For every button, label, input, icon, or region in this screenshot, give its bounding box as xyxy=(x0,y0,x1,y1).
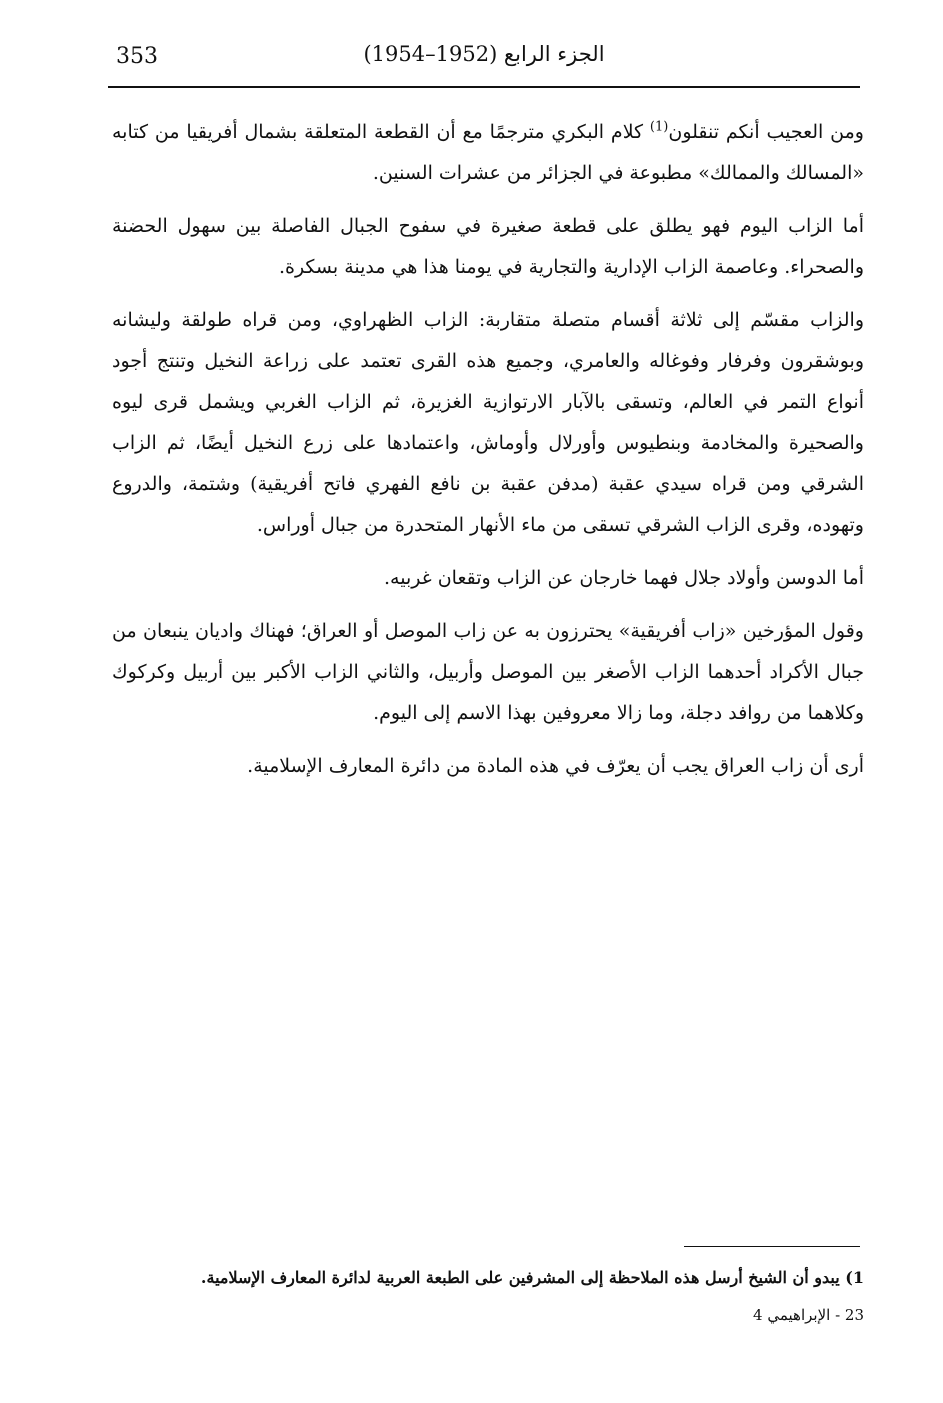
paragraph-1 xyxy=(112,112,864,194)
footnote-mark: 1) xyxy=(845,1268,864,1287)
page-header xyxy=(108,42,860,88)
paragraph-6: أرى أن زاب العراق يجب أن يعرّف في هذه المادة من دائرة المعارف الإسلامية. xyxy=(247,755,864,777)
paragraph-1-start: ومن العجيب أنكم تنقلون xyxy=(668,121,864,143)
body-text xyxy=(112,112,864,799)
footnote-1 xyxy=(112,1262,864,1294)
paragraph-1-rest: كلام البكري مترجمًا مع أن القطعة المتعلقة بشمال أفريقيا من كتابه «المسالك والممالك» مطبوعة في الجزائر من عشرات السنين. xyxy=(112,121,864,184)
paragraph-3: والزاب مقسّم إلى ثلاثة أقسام متصلة متقاربة: الزاب الظهراوي، ومن قراه طولقة وليشانه وبوشقرون وفرفار وفوغاله والعامري، وجميع هذه القرى تعتمد على زراعة النخيل وتنتج أجود أنواع التمر في العالم، وتسقى بالآبار الارتوازية الغزيرة، ثم الزاب الغربي ويشمل قرى ليوه والصحيرة والمخادمة وبنطيوس وأورلال وأوماش، واعتمادها على زرع النخيل أيضًا، ثم الزاب الشرقي ومن قراه سيدي عقبة (مدفن عقبة بن نافع الفهري فاتح أفريقية) وشتمة، والدروع وتهوده، وقرى الزاب الشرقي تسقى من ماء الأنهار المتحدرة من جبال أوراس. xyxy=(112,309,864,536)
paragraph-4: أما الدوسن وأولاد جلال فهما خارجان عن الزاب وتقعان غربيه. xyxy=(384,567,864,589)
footnote-reference: (1) xyxy=(649,119,669,135)
running-title: الجزء الرابع (1952–1954) xyxy=(363,42,605,66)
signature-line: 23 - الإبراهيمي 4 xyxy=(753,1306,864,1324)
footnote-divider xyxy=(684,1246,860,1247)
page-number: 353 xyxy=(116,44,158,69)
paragraph-2: أما الزاب اليوم فهو يطلق على قطعة صغيرة في سفوح الجبال الفاصلة بين سهول الحضنة والصحراء. وعاصمة الزاب الإدارية والتجارية في يومنا هذا هي مدينة بسكرة. xyxy=(112,215,864,278)
footnote-text: يبدو أن الشيخ أرسل هذه الملاحظة إلى المشرفين على الطبعة العربية لدائرة المعارف الإسلامية. xyxy=(200,1268,840,1287)
paragraph-5: وقول المؤرخين «زاب أفريقية» يحترزون به عن زاب الموصل أو العراق؛ فهناك واديان ينبعان من جبال الأكراد أحدهما الزاب الأصغر بين الموصل وأربيل، والثاني الزاب الأكبر بين أربيل وكركوك وكلاهما من روافد دجلة، وما زالا معروفين بهذا الاسم إلى اليوم. xyxy=(112,620,864,724)
